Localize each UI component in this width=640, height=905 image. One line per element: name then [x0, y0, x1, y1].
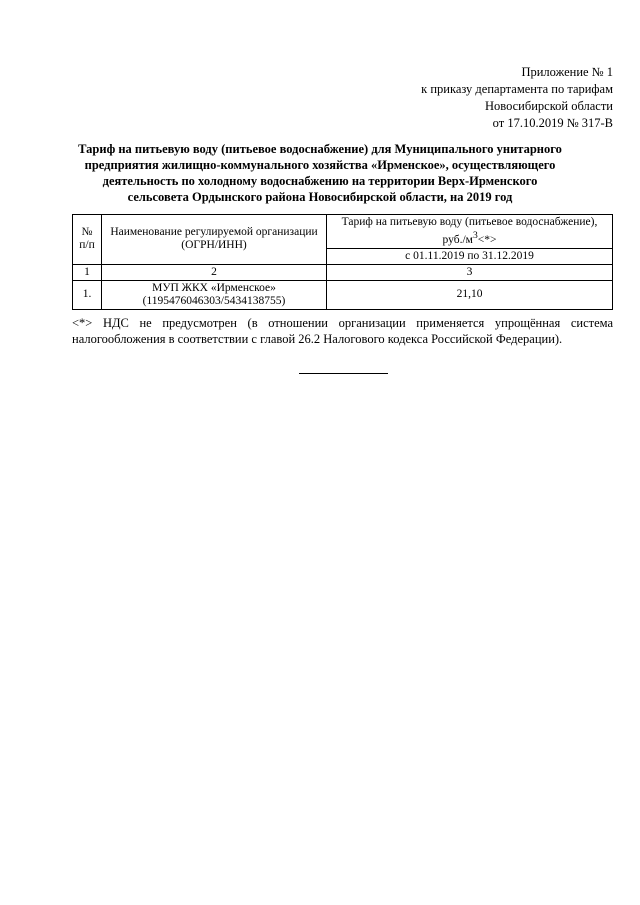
header-tariff-footnote: <*> [477, 233, 497, 246]
row-org-name: МУП ЖКХ «Ирменское» [152, 281, 276, 294]
header-org: Наименование регулируемой организации (ОГРН/ИНН) [102, 215, 327, 265]
column-number-3: 3 [327, 264, 613, 280]
appendix-header [421, 64, 613, 132]
row-org-ids: (1195476046303/5434138755) [142, 294, 286, 307]
header-tariff-text: Тариф на питьевую воду (питьевое водоснабжение), руб./м [341, 216, 598, 246]
document-title: Тариф на питьевую воду (питьевое водоснабжение) для Муниципального унитарного предприятия жилищно-коммунального хозяйства «Ирменское», осуществляющего деятельность по холодному водоснабжению на территории Верх-Ирменского сельсовета Ордынского района Новосибирской области, на 2019 год [78, 142, 562, 204]
table-row [73, 280, 613, 309]
column-number-2: 2 [102, 264, 327, 280]
header-tariff-sup: 3 [472, 230, 478, 241]
column-number-1: 1 [73, 264, 102, 280]
column-numbers-row [73, 264, 613, 280]
separator-line [299, 373, 388, 374]
row-org [102, 280, 327, 309]
appendix-line-2: к приказу департамента по тарифам [421, 82, 613, 96]
appendix-line-1: Приложение № 1 [521, 65, 613, 79]
header-period: с 01.11.2019 по 31.12.2019 [327, 248, 613, 264]
header-tariff [327, 215, 613, 249]
appendix-line-4: от 17.10.2019 № 317-В [492, 116, 613, 130]
header-num: № п/п [73, 215, 102, 265]
tariff-table [72, 214, 613, 310]
table-header-row [73, 215, 613, 249]
row-num: 1. [73, 280, 102, 309]
appendix-line-3: Новосибирской области [484, 99, 613, 113]
footnote: <*> НДС не предусмотрен (в отношении организации применяется упрощённая система налогообложения в соответствии с главой 26.2 Налогового кодекса Российской Федерации). [72, 316, 613, 346]
row-tariff: 21,10 [327, 280, 613, 309]
